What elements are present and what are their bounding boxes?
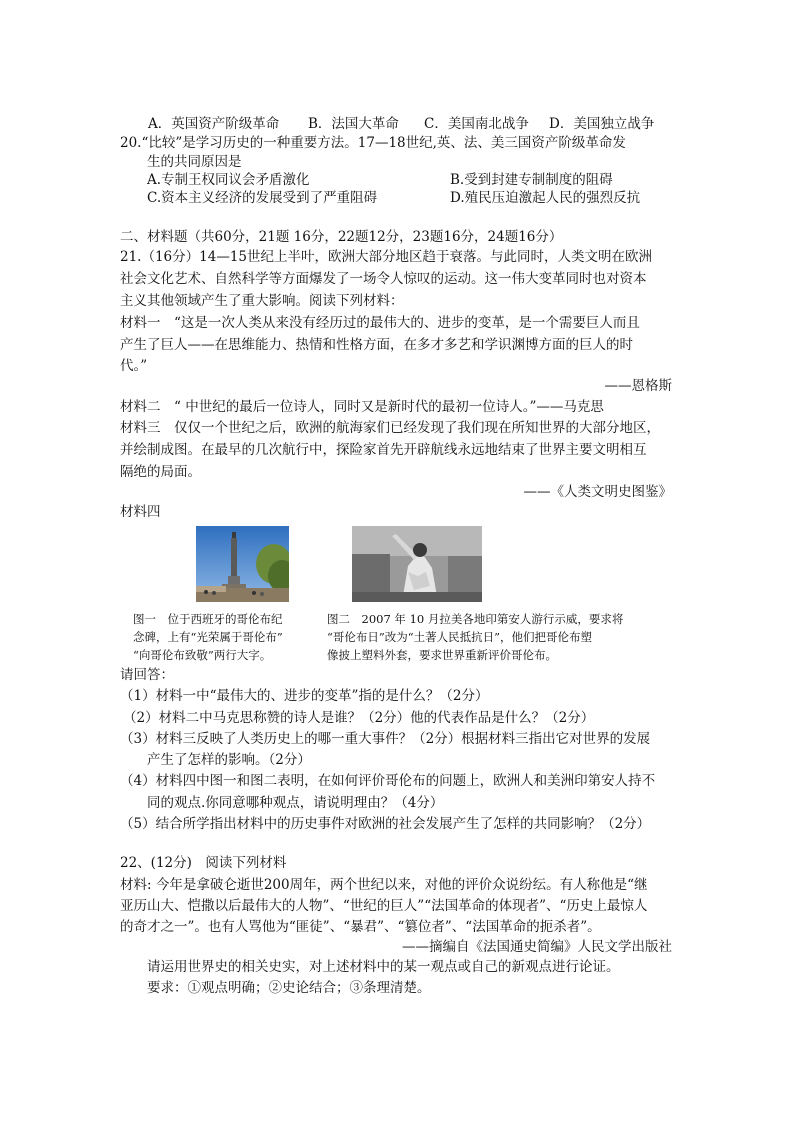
fig1-caption-line: “向哥伦布致敬”两行大字。 [133,648,272,662]
q21-subquestion-5: （5）结合所学指出材料中的历史事件对欧洲的社会发展产生了怎样的共同影响？（2分） [120,816,651,832]
section2-title: 二、材料题（共60分，21题 16分，22题12分，23题16分，24题16分） [120,229,563,245]
q19-option-a: A．英国资产阶级革命 [148,116,280,132]
q21-intro-line: 21.（16分）14—15世纪上半叶，欧洲大部分地区趋于衰落。与此同时，人类文明在欧洲 [120,249,653,265]
q20-option-c: C.资本主义经济的发展受到了严重阻碍 [147,190,378,206]
q21-material4-label: 材料四 [120,504,161,520]
answer-prompt: 请回答： [120,667,174,683]
q21-material1-line: 材料一 “这是一次人类从来没有经历过的最伟大的、进步的变革，是一个需要巨人而且 [120,315,640,331]
q22-title: 22、(12分) 阅读下列材料 [120,855,287,871]
fig1-caption-line: 念碑，上有“光荣属于哥伦布” [133,630,283,644]
q21-material2: 材料二 “ 中世纪的最后一位诗人，同时又是新时代的最初一位诗人。”——马克思 [120,399,604,415]
q21-subquestion-3: （3）材料三反映了人类历史上的哪一重大事件？（2分）根据材料三指出它对世界的发展 [120,731,651,747]
q21-material1-line: 产生了巨人——在思维能力、热情和性格方面，在多才多艺和学识渊博方面的巨人的时 [120,337,633,353]
fig2-caption-line: 像披上塑料外套，要求世界重新评价哥伦布。 [327,648,557,662]
q20-option-b: B.受到封建专制制度的阻碍 [450,172,613,188]
q22-material-line: 的奇才之一”。也有人骂他为“匪徒”、“暴君”、“篡位者”、“法国革命的扼杀者”。 [120,919,601,935]
q22-requirement: 要求：①观点明确；②史论结合；③条理清楚。 [147,980,431,996]
q21-material3-line: 并绘制成图。在最早的几次航行中，探险家首先开辟航线永远地结束了世界主要文明相互 [120,442,647,458]
q22-material-line: 材料: 今年是拿破仑逝世200周年，两个世纪以来，对他的评价众说纷纭。有人称他是“继 [120,877,648,893]
fig1-caption-line: 图一 位于西班牙的哥伦布纪 [133,612,283,626]
q21-material1-source: ——恩格斯 [604,378,672,394]
q22-source: ——摘编自《法国通史简编》人民文学出版社 [402,939,672,955]
q21-subquestion-1: （1）材料一中“最伟大的、进步的变革”指的是什么？（2分） [120,688,489,704]
q21-material3-line: 材料三 仅仅一个世纪之后，欧洲的航海家们已经发现了我们现在所知世界的大部分地区， [120,420,660,436]
fig2-caption-line: 图二 2007 年 10 月拉美各地印第安人游行示威，要求将 [327,612,624,626]
q20-stem-line1: 20.“比较”是学习历史的一种重要方法。17—18世纪,英、法、美三国资产阶级革命发 [120,135,626,151]
columbus-monument-photo [196,526,289,602]
q21-material3-line: 隔绝的局面。 [120,464,201,480]
q20-option-a: A.专制王权同议会矛盾激化 [147,172,310,188]
q21-subquestion-2: （2）材料二中马克思称赞的诗人是谁？（2分）他的代表作品是什么？（2分） [123,710,595,726]
q21-subquestion-3-cont: 产生了怎样的影响。（2分） [147,752,311,768]
q20-option-d: D.殖民压迫激起人民的强烈反抗 [450,190,641,206]
q22-material-line: 亚历山大、恺撒以后最伟大的人物”、“世纪的巨人”“法国革命的体现者”、“历史上最惊人 [120,898,648,914]
q21-subquestion-4-cont: 同的观点.你同意哪种观点，请说明理由？（4分） [147,795,444,811]
fig2-caption-line: “哥伦布日”改为“土著人民抵抗日”，他们把哥伦布塑 [327,630,593,644]
q20-stem-line2: 生的共同原因是 [147,154,242,170]
q21-subquestion-4: （4）材料四中图一和图二表明，在如何评价哥伦布的问题上，欧洲人和美洲印第安人持不 [120,773,656,789]
q19-option-d: D．美国独立战争 [549,116,655,132]
q21-material3-source: ——《人类文明史图鉴》 [523,484,672,500]
q19-option-b: B．法国大革命 [308,116,399,132]
q21-intro-line: 主义其他领域产生了重大影响。阅读下列材料： [120,293,404,309]
q19-option-c: C．美国南北战争 [424,116,529,132]
q21-intro-line: 社会文化艺术、自然科学等方面爆发了一场令人惊叹的运动。这一伟大变革同时也对资本 [120,271,647,287]
columbus-statue-protest-photo [352,526,482,602]
q21-material1-line: 代。” [120,358,148,374]
q22-task: 请运用世界史的相关史实，对上述材料中的某一观点或自己的新观点进行论证。 [147,959,620,975]
